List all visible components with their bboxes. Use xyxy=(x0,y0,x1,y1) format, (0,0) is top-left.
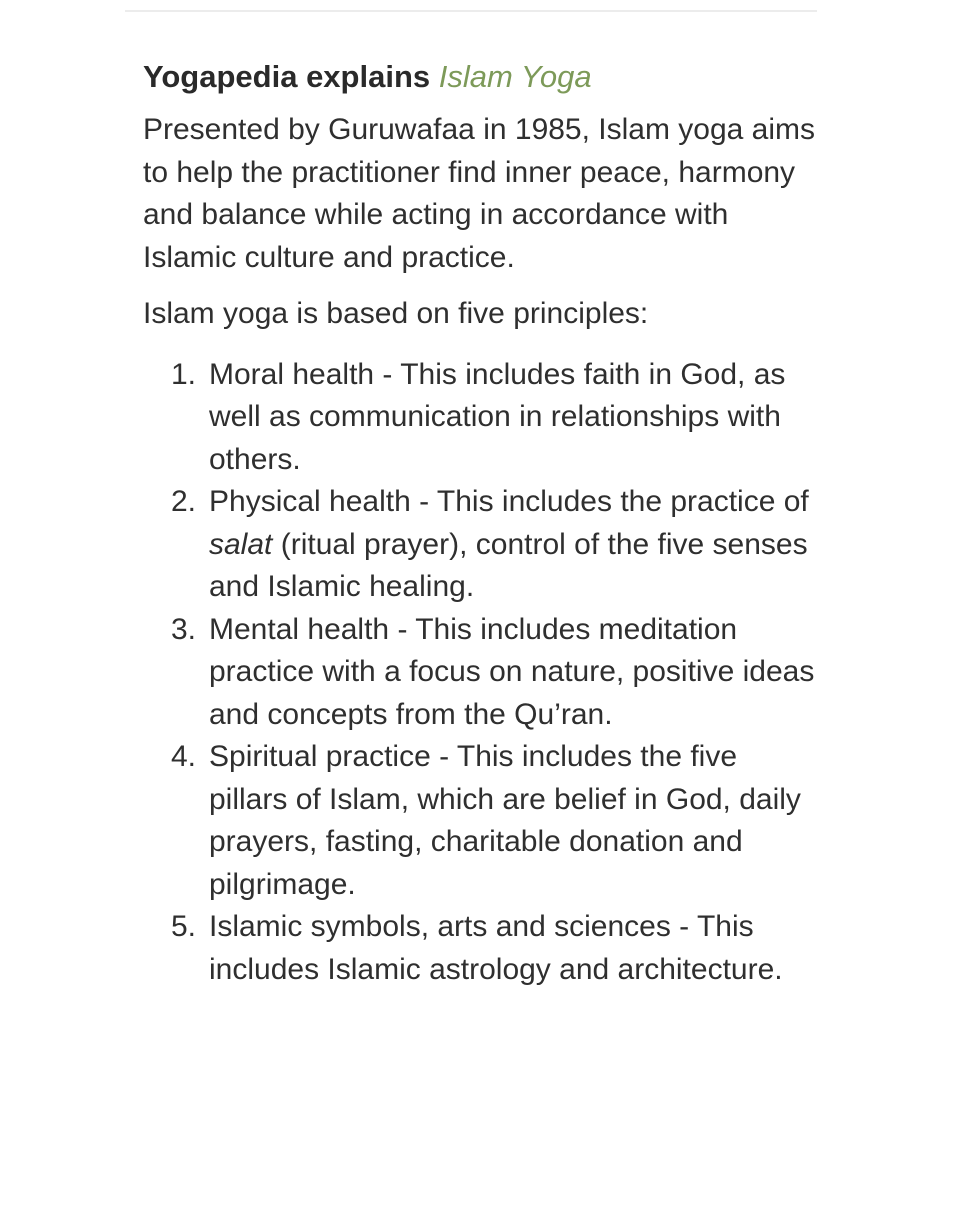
principles-intro: Islam yoga is based on five principles: xyxy=(143,297,649,330)
principle-item-3 xyxy=(141,609,823,737)
principle-number: 5. xyxy=(171,910,197,943)
article-section xyxy=(143,55,823,991)
principle-text: Spiritual practice - This includes the five pillars of Islam, which are belief in God, daily prayers, fasting, charitable donation and pilgrimage. xyxy=(209,740,801,901)
principle-item-4 xyxy=(141,736,823,906)
principles-list xyxy=(143,354,823,992)
top-divider xyxy=(125,10,817,12)
intro-paragraph: Presented by Guruwafaa in 1985, Islam yoga aims to help the practitioner find inner peace, harmony and balance while acting in accordance with Islamic culture and practice. xyxy=(143,113,816,274)
principle-item-2 xyxy=(141,481,823,609)
principle-item-1 xyxy=(141,354,823,482)
principle-number: 1. xyxy=(171,357,197,391)
principle-text-part: Physical health - This includes the practice of xyxy=(209,485,809,518)
principle-text xyxy=(209,485,809,603)
section-heading xyxy=(143,55,823,99)
principle-text: Moral health - This includes faith in God, as well as communication in relationships with others. xyxy=(209,357,786,476)
principle-text: Mental health - This includes meditation practice with a focus on nature, positive ideas and concepts from the Qu’ran. xyxy=(209,612,815,731)
principle-number: 4. xyxy=(171,740,197,773)
heading-accent-term: Islam Yoga xyxy=(438,59,592,94)
principle-item-5 xyxy=(141,906,823,991)
principle-number: 3. xyxy=(171,612,197,646)
principle-term-salat: salat xyxy=(209,527,273,561)
heading-prefix: Yogapedia explains xyxy=(143,59,431,94)
principle-text-part: (ritual prayer), control of the five senses and Islamic healing. xyxy=(209,527,808,603)
principle-number: 2. xyxy=(171,485,197,518)
principle-text: Islamic symbols, arts and sciences - This includes Islamic astrology and architecture. xyxy=(209,910,783,986)
